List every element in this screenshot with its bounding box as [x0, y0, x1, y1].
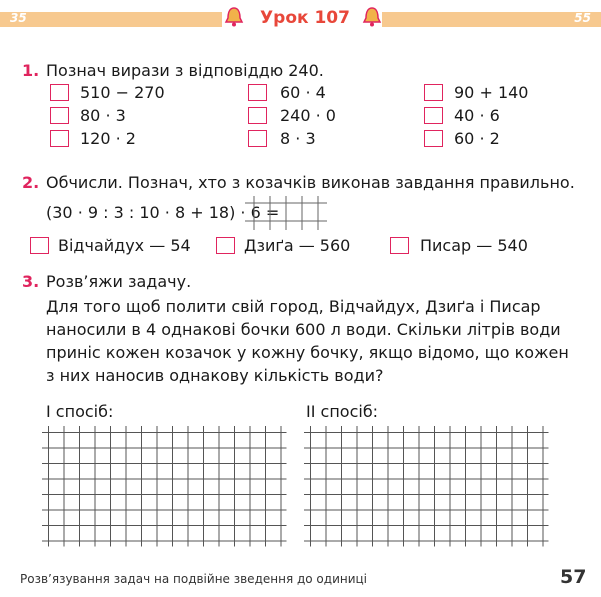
page-number: 57 [560, 566, 587, 588]
expression: 60 · 4 [280, 83, 326, 102]
expression: 40 · 6 [454, 106, 500, 125]
problem-line: з них наносив однакову кількість води? [46, 366, 384, 385]
task-number: 2. [22, 173, 40, 192]
option-checkbox[interactable] [30, 237, 49, 254]
option-label: Писар — 540 [420, 236, 528, 255]
problem-line: Для того щоб полити свій город, Відчайдух, Дзиґа і Писар [46, 297, 541, 316]
method-label: І спосіб: [46, 402, 114, 421]
answer-checkbox[interactable] [424, 107, 443, 124]
expression: 120 · 2 [80, 129, 136, 148]
task-text: Обчисли. Познач, хто з козачків виконав завдання правильно. [46, 173, 575, 192]
problem-line: наносили в 4 однакові бочки 600 л води. Скільки літрів води [46, 320, 561, 339]
expression: 510 − 270 [80, 83, 165, 102]
header-ribbon-right [382, 12, 601, 27]
solution-grid-method-1[interactable] [42, 426, 292, 556]
solution-grid-method-2[interactable] [304, 426, 554, 556]
ribbon-decoration: 55 [574, 11, 591, 25]
bell-icon [362, 6, 382, 28]
problem-text [46, 295, 569, 387]
task-number: 1. [22, 61, 40, 80]
task-text: Розв’яжи задачу. [46, 272, 192, 291]
answer-grid[interactable] [244, 195, 328, 231]
answer-checkbox[interactable] [248, 130, 267, 147]
expression: 60 · 2 [454, 129, 500, 148]
task-text: Познач вирази з відповіддю 240. [46, 61, 324, 80]
answer-checkbox[interactable] [248, 84, 267, 101]
calculation-expression: (30 · 9 : 3 : 10 · 8 + 18) · 6 = [46, 203, 280, 222]
answer-checkbox[interactable] [248, 107, 267, 124]
expression: 8 · 3 [280, 129, 316, 148]
answer-checkbox[interactable] [424, 84, 443, 101]
problem-line: приніс кожен козачок у кожну бочку, якщо відомо, що кожен [46, 343, 569, 362]
option-checkbox[interactable] [390, 237, 409, 254]
footer-topic: Розв’язування задач на подвійне зведення до одиниці [20, 572, 368, 586]
answer-checkbox[interactable] [50, 107, 69, 124]
option-label: Дзиґа — 560 [244, 236, 351, 255]
header-ribbon-left [0, 12, 222, 27]
method-label: ІІ спосіб: [306, 402, 379, 421]
option-label: Відчайдух — 54 [58, 236, 191, 255]
answer-checkbox[interactable] [50, 84, 69, 101]
answer-checkbox[interactable] [424, 130, 443, 147]
expression: 80 · 3 [80, 106, 126, 125]
expression: 90 + 140 [454, 83, 529, 102]
lesson-title: Урок 107 [260, 8, 350, 28]
ribbon-decoration: 35 [10, 11, 27, 25]
expression: 240 · 0 [280, 106, 336, 125]
task-number: 3. [22, 272, 40, 291]
answer-checkbox[interactable] [50, 130, 69, 147]
option-checkbox[interactable] [216, 237, 235, 254]
